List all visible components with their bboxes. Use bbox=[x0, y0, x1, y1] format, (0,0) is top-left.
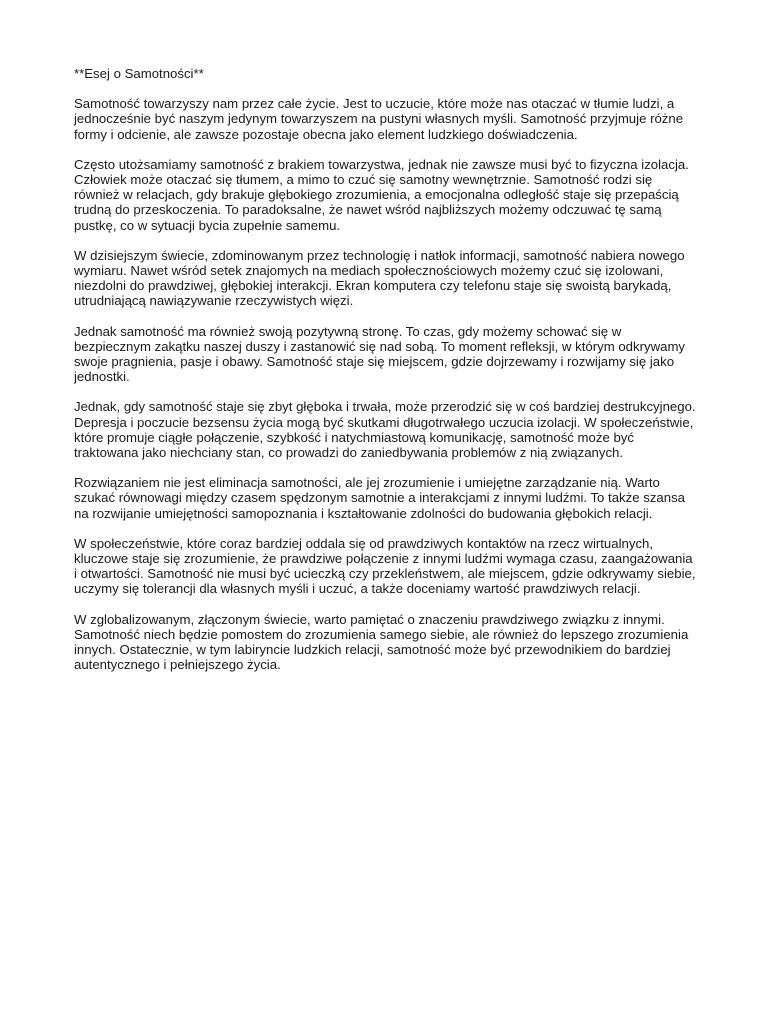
paragraph-3: W dzisiejszym świecie, zdominowanym przez technologię i natłok informacji, samotność nabiera nowego wymiaru. Nawet wśród setek znajomych na mediach społecznościowych możemy czuć się izolowani, niezdolni do prawdziwej, głębokiej interakcji. Ekran komputera czy telefonu staje się swoistą barykadą, utrudniającą nawiązywanie rzeczywistych więzi. bbox=[74, 247, 685, 309]
paragraph-2: Często utożsamiamy samotność z brakiem towarzystwa, jednak nie zawsze musi być to fizyczna izolacja. Człowiek może otaczać się tłumem, a mimo to czuć się samotny wewnętrznie. Samotność rodzi się również w relacjach, gdy brakuje głębokiego zrozumienia, a emocjonalna odległość staje się przepaścią trudną do przeskoczenia. To paradoksalne, że nawet wśród najbliższych możemy odczuwać tę samą pustkę, co w sytuacji bycia zupełnie samemu. bbox=[74, 156, 689, 233]
paragraph-8: W zglobalizowanym, złączonym świecie, warto pamiętać o znaczeniu prawdziwego związku z innymi. Samotność niech będzie pomostem do zrozumienia samego siebie, ale również do lepszego zrozumienia innych. Ostatecznie, w tym labiryncie ludzkich relacji, samotność może być przewodnikiem do bardziej autentycznego i pełniejszego życia. bbox=[74, 611, 689, 673]
paragraph-5: Jednak, gdy samotność staje się zbyt głęboka i trwała, może przerodzić się w coś bardziej destrukcyjnego. Depresja i poczucie bezsensu życia mogą być skutkami długotrwałego uczucia izolacji. W społeczeństwie, które promuje ciągłe połączenie, szybkość i natychmiastową komunikację, samotność może być traktowana jako niechciany stan, co prowadzi do zaniedbywania problemów z nią związanych. bbox=[74, 399, 696, 461]
paragraph-6: Rozwiązaniem nie jest eliminacja samotności, ale jej zrozumienie i umiejętne zarządzanie nią. Warto szukać równowagi między czasem spędzonym samotnie a interakcjami z innymi ludźmi. To także szansa na rozwijanie umiejętności samopoznania i kształtowanie zdolności do budowania głębokich relacji. bbox=[74, 475, 686, 521]
paragraph-4: Jednak samotność ma również swoją pozytywną stronę. To czas, gdy możemy schować się w bezpiecznym zakątku naszej duszy i zastanowić się nad sobą. To moment refleksji, w którym odkrywamy swoje pragnienia, pasje i obawy. Samotność staje się miejscem, gdzie dojrzewamy i rozwijamy się jako jednostki. bbox=[74, 323, 686, 385]
paragraph-7: W społeczeństwie, które coraz bardziej oddala się od prawdziwych kontaktów na rzecz wirtualnych, kluczowe staje się zrozumienie, że prawdziwe połączenie z innymi ludźmi wymaga czasu, zaangażowania i otwartości. Samotność nie musi być ucieczką czy przekleństwem, ale miejscem, gdzie odkrywamy siebie, uczymy się tolerancji dla własnych myśli i uczuć, a także doceniamy wartość prawdziwych relacji. bbox=[74, 535, 696, 597]
paragraph-1: Samotność towarzyszy nam przez całe życie. Jest to uczucie, które może nas otaczać w tłumie ludzi, a jednocześnie być naszym jedynym towarzyszem na pustyni własnych myśli. Samotność przyjmuje różne formy i odcienie, ale zawsze pozostaje obecna jako element ludzkiego doświadczenia. bbox=[74, 96, 684, 142]
document-page bbox=[74, 66, 698, 688]
essay-title: **Esej o Samotności** bbox=[74, 66, 204, 81]
